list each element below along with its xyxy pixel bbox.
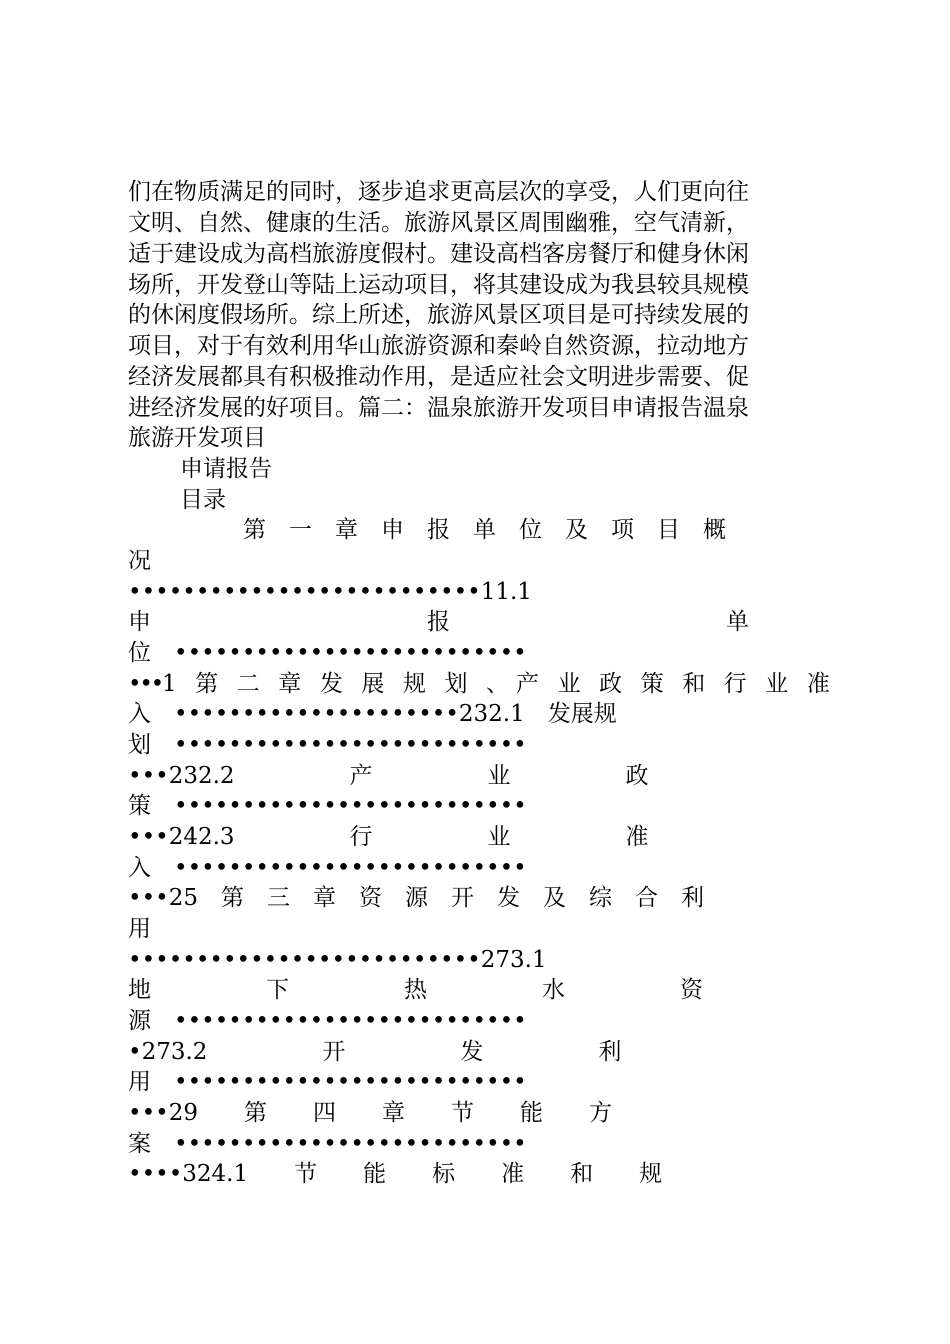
toc-line: 用 •••••••••••••••••••••••••• — [128, 1069, 527, 1095]
body-text-line: 经济发展都具有积极推动作用，是适应社会文明进步需要、促 — [128, 364, 749, 390]
toc-line: •273.2 开 发 利 — [128, 1039, 622, 1065]
body-text-line: 项目，对于有效利用华山旅游资源和秦岭自然资源，拉动地方 — [128, 333, 749, 359]
body-text-line: 场所，开发登山等陆上运动项目，将其建设成为我县较具规模 — [128, 272, 749, 298]
toc-line: ••••324.1 节 能 标 准 和 规 — [128, 1161, 663, 1187]
toc-line: 源 •••••••••••••••••••••••••• — [128, 1008, 527, 1034]
toc-line: 第 一 章 申 报 单 位 及 项 目 概 — [128, 517, 726, 543]
toc-line: 策 •••••••••••••••••••••••••• — [128, 793, 527, 819]
toc-line: 案 •••••••••••••••••••••••••• — [128, 1131, 527, 1157]
body-text-line: 们在物质满足的同时，逐步追求更高层次的享受，人们更向往 — [128, 179, 749, 205]
toc-line: 况 — [128, 548, 151, 574]
toc-line: 申 报 单 — [128, 609, 749, 635]
body-text-line: 适于建设成为高档旅游度假村。建设高档客房餐厅和健身休闲 — [128, 241, 749, 267]
toc-line: •••1 第 二 章 发 展 规 划 、 产 业 政 策 和 行 业 准 — [128, 671, 828, 697]
toc-line: 地 下 热 水 资 — [128, 977, 703, 1003]
toc-line: 入 •••••••••••••••••••••232.1 发展规 — [128, 701, 617, 727]
toc-heading: 目录 — [180, 487, 226, 513]
toc-line: ••••••••••••••••••••••••••273.1 — [128, 947, 547, 973]
toc-line: 划 •••••••••••••••••••••••••• — [128, 732, 527, 758]
toc-line: 入 •••••••••••••••••••••••••• — [128, 855, 527, 881]
body-text-line: 文明、自然、健康的生活。旅游风景区周围幽雅，空气清新， — [128, 210, 749, 236]
toc-line: •••25 第 三 章 资 源 开 发 及 综 合 利 — [128, 885, 704, 911]
body-text-line: 进经济发展的好项目。篇二：温泉旅游开发项目申请报告温泉 — [128, 395, 749, 421]
toc-line: 位 •••••••••••••••••••••••••• — [128, 640, 527, 666]
body-text-line: 的休闲度假场所。综上所述，旅游风景区项目是可持续发展的 — [128, 302, 749, 328]
subtitle: 申请报告 — [180, 456, 272, 482]
toc-line: •••242.3 行 业 准 — [128, 824, 649, 850]
toc-line: •••29 第 四 章 节 能 方 — [128, 1100, 612, 1126]
toc-line: ••••••••••••••••••••••••••11.1 — [128, 579, 532, 605]
toc-line: 用 — [128, 916, 151, 942]
body-text-line: 旅游开发项目 — [128, 425, 266, 451]
toc-line: •••232.2 产 业 政 — [128, 763, 649, 789]
